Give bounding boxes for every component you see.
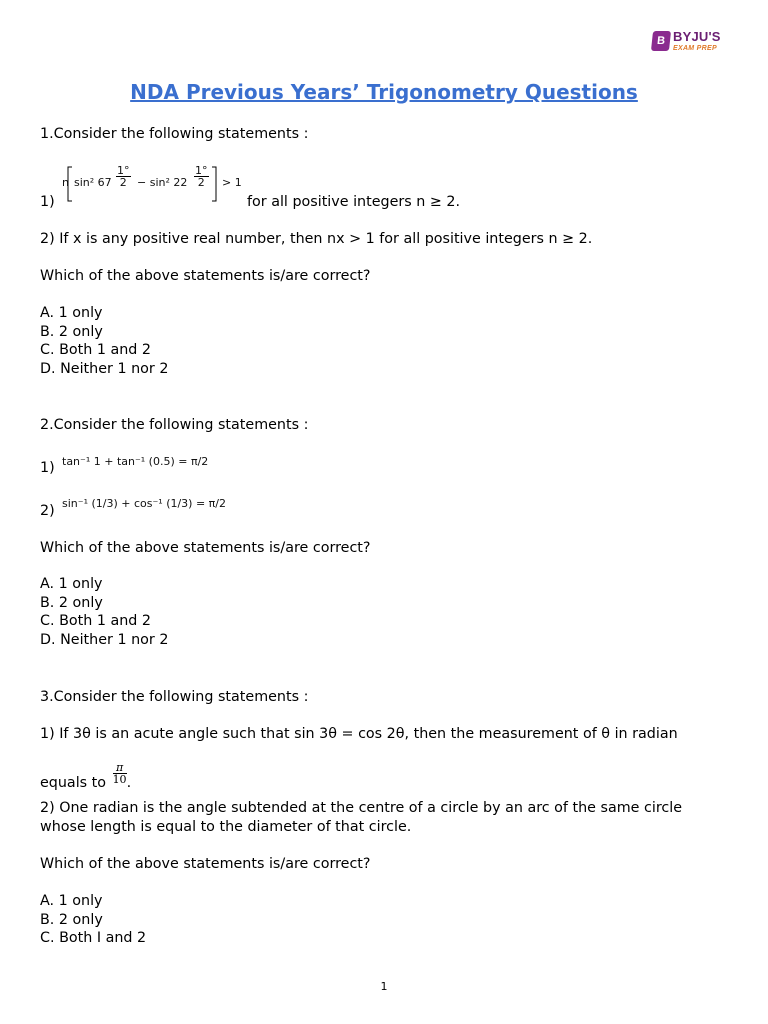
- q3-statement-2-line-2: whose length is equal to the diameter of that circle.: [40, 819, 412, 835]
- page-number: 1: [380, 980, 388, 993]
- q3-option-b: B. 2 only: [40, 911, 103, 928]
- q3-option-a: A. 1 only: [40, 893, 103, 909]
- q1-option-c: C. Both 1 and 2: [40, 342, 152, 358]
- page-title: NDA Previous Years’ Trigonometry Questions: [130, 80, 638, 104]
- logo-mark-icon: B: [651, 31, 671, 51]
- q1-question: Which of the above statements is/are correct?: [40, 268, 371, 284]
- logo-subtitle: EXAM PREP: [673, 45, 717, 52]
- q1-option-b: B. 2 only: [40, 323, 103, 340]
- byjus-logo: [652, 29, 721, 52]
- q1-s1-tail: for all positive integers n ≥ 2.: [247, 194, 461, 210]
- q2-option-a: A. 1 only: [40, 576, 103, 592]
- q2-s1-number: 1): [40, 460, 55, 476]
- q1-options: [40, 304, 168, 378]
- q3-heading: 3.Consider the following statements :: [40, 689, 309, 705]
- q2-question: Which of the above statements is/are correct?: [40, 540, 371, 556]
- q2-option-d: D. Neither 1 nor 2: [40, 631, 169, 648]
- q3-question: Which of the above statements is/are correct?: [40, 856, 371, 872]
- q2-s1-formula: tan⁻¹ 1 + tan⁻¹ (0.5) = π/2: [62, 455, 209, 468]
- logo-name: BYJU'S: [673, 29, 721, 44]
- q2-heading: 2.Consider the following statements :: [40, 417, 309, 433]
- q3-options: [40, 892, 146, 948]
- q2-option-c: C. Both 1 and 2: [40, 613, 152, 629]
- q3-s1-continued: equals to $\frac{\pi}{10}$ .: [40, 761, 132, 791]
- q1-option-a: A. 1 only: [40, 305, 103, 321]
- q2-option-b: B. 2 only: [40, 594, 103, 611]
- q1-heading: 1.Consider the following statements :: [40, 126, 309, 142]
- document-page: B BYJU'S EXAM PREP NDA Previous Years’ Trigonometry Questions 1.Consider the following statements : n sin² 67 $\frac{1^\circ}{2}$ − sin² 22 $\frac{1^\circ}{2}$ > 1 1) for all positive integers n ≥ 2. 2) If x is any positive real number, then nx > 1 for all positive integers n ≥ 2. Which of the above statements is/are correct? A. 1 only B. 2 only C. Both 1 and 2 D. Neither 1 nor 2 2.Consider the following statements : 1) tan⁻¹ 1 + tan⁻¹ (0.5) = π/2 2) sin⁻¹ (1/3) + cos⁻¹ (1/3) = π/2 Which of the above statements is/are correct? A. 1 only B. 2 only C. Both 1 and 2 D. Neither 1 nor 2 3.Consider the following statements : 1) If 3θ is an acute angle such that sin 3θ = cos 2θ, then the measurement of θ in radian equals to $\frac{\pi}{10}$ . 2) One radian is the angle subtended at the centre of a circle by an arc of the same circle whose length is equal to the diameter of that circle. Which of the above statements is/are correct? A. 1 only B. 2 only C. Both I and 2 1: [0, 0, 768, 1024]
- q1-option-d: D. Neither 1 nor 2: [40, 360, 169, 377]
- q2-s2-number: 2): [40, 503, 55, 519]
- q1-statement-2: 2) If x is any positive real number, then nx > 1 for all positive integers n ≥ 2.: [40, 231, 593, 247]
- q3-option-c: C. Both I and 2: [40, 930, 147, 946]
- q3-statement-2-line-1: 2) One radian is the angle subtended at the centre of a circle by an arc of the same circle: [40, 800, 683, 816]
- q3-statement-1: 1) If 3θ is an acute angle such that sin 3θ = cos 2θ, then the measurement of θ in radian: [40, 726, 678, 742]
- q2-s2-formula: sin⁻¹ (1/3) + cos⁻¹ (1/3) = π/2: [62, 497, 227, 510]
- q2-options: [40, 575, 168, 649]
- q3-pi-over-10: $\frac{\pi}{10}$: [112, 761, 127, 786]
- q1-s1-number: 1): [40, 194, 55, 210]
